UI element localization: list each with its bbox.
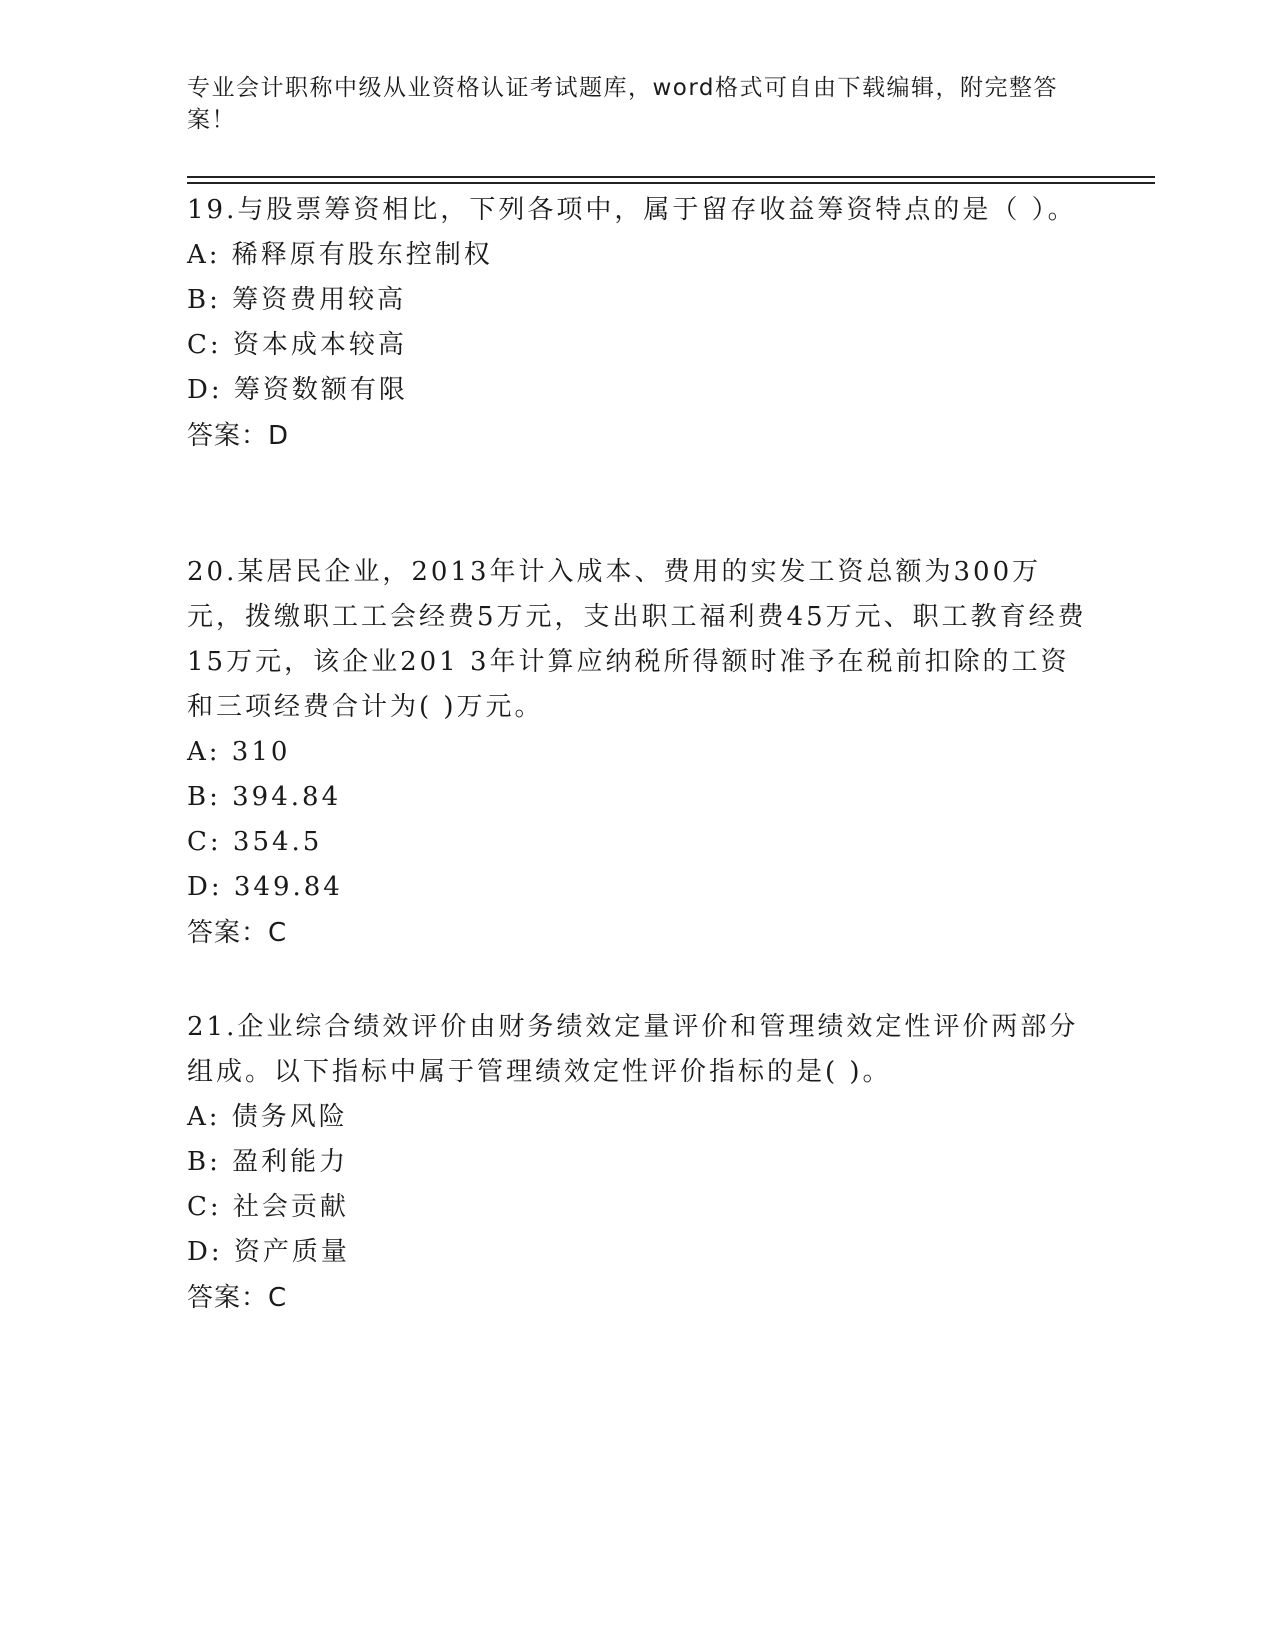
option-b: B: 盈利能力 (187, 1147, 349, 1177)
question-stem: 20.某居民企业，2013年计入成本、费用的实发工资总额为300万元，拨缴职工工会经费5万元，支出职工福利费45万元、职工教育经费15万元，该企业201 3年计算应纳税所得额时准予在税前扣除的工资和三项经费合计为( )万元。 (187, 557, 1087, 722)
option-c: C: 354.5 (187, 827, 323, 857)
answer-label: 答案：C (187, 918, 288, 948)
option-d: D: 筹资数额有限 (187, 375, 408, 405)
option-b: B: 筹资费用较高 (187, 285, 407, 315)
question-20 (187, 550, 1087, 956)
option-b: B: 394.84 (187, 782, 342, 812)
question-21 (187, 1005, 1087, 1321)
answer-label: 答案：C (187, 1283, 288, 1313)
option-d: D: 资产质量 (187, 1237, 350, 1267)
question-stem: 21.企业综合绩效评价由财务绩效定量评价和管理绩效定性评价两部分组成。以下指标中属于管理绩效定性评价指标的是( )。 (187, 1012, 1079, 1087)
document-header-text: 专业会计职称中级从业资格认证考试题库，word格式可自由下载编辑，附完整答案！ (187, 75, 1059, 133)
option-c: C: 社会贡献 (187, 1192, 349, 1222)
question-stem: 19.与股票筹资相比，下列各项中，属于留存收益筹资特点的是（ ）。 (187, 195, 1077, 225)
option-c: C: 资本成本较高 (187, 330, 407, 360)
question-19 (187, 188, 1087, 459)
header-divider-top (187, 176, 1155, 178)
answer-label: 答案：D (187, 421, 290, 451)
option-d: D: 349.84 (187, 872, 343, 902)
option-a: A: 稀释原有股东控制权 (187, 240, 493, 270)
header-divider-bottom (187, 182, 1155, 184)
option-a: A: 债务风险 (187, 1102, 348, 1132)
option-a: A: 310 (187, 737, 291, 767)
